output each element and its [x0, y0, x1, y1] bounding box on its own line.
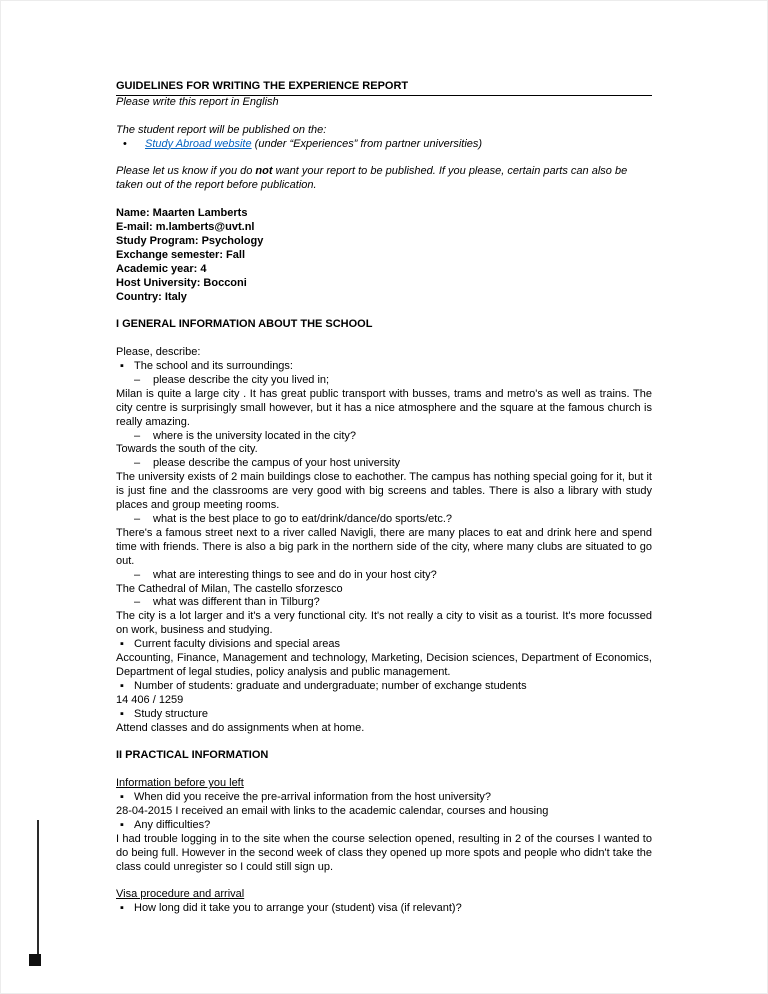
square-bullet-icon: ▪	[120, 818, 124, 831]
question-sights	[116, 569, 652, 583]
question-prearrival-info	[116, 791, 652, 805]
bullet-study-structure	[116, 708, 652, 722]
question-university-location	[116, 430, 652, 444]
question-city	[116, 374, 652, 388]
square-bullet-icon: ▪	[120, 902, 124, 915]
section1-heading: I GENERAL INFORMATION ABOUT THE SCHOOL	[116, 318, 373, 331]
document-title: GUIDELINES FOR WRITING THE EXPERIENCE REPORT	[116, 80, 652, 96]
answer-prearrival-info: 28-04-2015 I received an email with links to the academic calendar, courses and housing	[116, 805, 549, 818]
question-difficulties	[116, 819, 652, 833]
student-info-semester: Exchange semester: Fall	[116, 248, 246, 261]
answer-eat-drink: There's a famous street next to a river called Navigli, there are many places to eat and drink here and spend time with friends. There is also a big park in the northern side of the city, where many clubs are situated to go out.	[116, 526, 652, 567]
bullet-faculty-divisions	[116, 638, 652, 652]
square-bullet-icon: ▪	[120, 360, 124, 373]
answer-university-location: Towards the south of the city.	[116, 443, 258, 456]
question-city-text: please describe the city you lived in;	[153, 373, 330, 386]
square-bullet-icon: ▪	[120, 638, 124, 651]
answer-number-of-students: 14 406 / 1259	[116, 693, 184, 706]
publication-optout-note	[116, 165, 652, 193]
dash-icon: –	[134, 429, 141, 442]
optout-text-post: want your report to be published. If you please, certain parts can also be taken out of the report before publication.	[116, 165, 628, 192]
spacer	[116, 304, 652, 318]
answer-study-structure: Attend classes and do assignments when at home.	[116, 721, 365, 734]
website-bullet-text	[145, 138, 652, 152]
bullet-study-structure-label: Study structure	[134, 707, 208, 720]
subheading-visa-arrival: Visa procedure and arrival	[116, 888, 245, 901]
question-difficulties-text: Any difficulties?	[134, 818, 211, 831]
answer-faculty-divisions: Accounting, Finance, Management and technology, Marketing, Decision sciences, Department of Economics, Department of legal studies, policy analysis and public management.	[116, 652, 652, 678]
student-info-name: Name: Maarten Lamberts	[116, 207, 248, 220]
bullet-school-label: The school and its surroundings:	[134, 360, 293, 373]
optout-text-pre: Please let us know if you do	[116, 165, 256, 178]
dash-icon: –	[134, 568, 141, 581]
answer-sights: The Cathedral of Milan, The castello sforzesco	[116, 582, 343, 595]
subheading-before-you-left: Information before you left	[116, 777, 244, 790]
answer-difference-tilburg: The city is a lot larger and it's a very functional city. It's not really a city to visit as a tourist. It's more focussed on work, business and studying.	[116, 610, 652, 637]
optout-emphasis: not	[255, 165, 273, 178]
question-difference-tilburg-text: what was different than in Tilburg?	[153, 596, 320, 609]
student-info-university: Host University: Bocconi	[116, 276, 247, 289]
round-bullet-icon: •	[123, 137, 127, 150]
square-bullet-icon: ▪	[120, 791, 124, 804]
question-difference-tilburg	[116, 596, 652, 610]
study-abroad-link[interactable]: Study Abroad website	[145, 137, 252, 150]
dash-icon: –	[134, 596, 141, 609]
experience-report-document	[1, 1, 767, 916]
answer-difficulties: I had trouble logging in to the site when the course selection opened, resulting in 2 of the courses I wanted to do being full. However in the second week of class they opened up more spots and people who didn't take the class could unregister so I could still sign up.	[116, 832, 652, 873]
bullet-school-surroundings	[116, 360, 652, 374]
dash-icon: –	[134, 513, 141, 526]
dash-icon: –	[134, 457, 141, 470]
language-note: Please write this report in English	[116, 95, 279, 108]
answer-campus: The university exists of 2 main buildings close to eachother. The campus has nothing special going for it, but it is just fine and the classrooms are very good with big screens and tables. There is also a library with study places and group meeting rooms.	[116, 471, 652, 512]
question-prearrival-info-text: When did you receive the pre-arrival information from the host university?	[134, 791, 492, 804]
bullet-number-of-students-label: Number of students: graduate and undergraduate; number of exchange students	[134, 679, 527, 692]
dash-icon: –	[134, 373, 141, 386]
website-bullet-item	[116, 138, 652, 152]
scan-artifact-mark	[29, 954, 41, 966]
spacer	[116, 193, 652, 207]
question-university-location-text: where is the university located in the city?	[153, 429, 356, 442]
answer-city: Milan is quite a large city . It has great public transport with busses, trams and metro's as well as trains. The city centre is surprisingly small however, but it has a nice atmosphere and the square at the famous church is really amazing.	[116, 387, 652, 428]
square-bullet-icon: ▪	[120, 679, 124, 692]
student-info-email: E-mail: m.lamberts@uvt.nl	[116, 221, 255, 234]
student-info-country: Country: Italy	[116, 290, 187, 303]
spacer	[116, 332, 652, 346]
bullet-number-of-students	[116, 680, 652, 694]
question-sights-text: what are interesting things to see and do in your host city?	[153, 568, 437, 581]
bullet-faculty-divisions-label: Current faculty divisions and special areas	[134, 638, 341, 651]
spacer	[116, 875, 652, 889]
describe-prompt: Please, describe:	[116, 346, 201, 359]
student-info-program: Study Program: Psychology	[116, 234, 264, 247]
scan-artifact-line	[37, 820, 39, 958]
link-context-note: (under “Experiences” from partner universities)	[251, 137, 483, 150]
spacer	[116, 736, 652, 750]
question-visa-duration	[116, 902, 652, 916]
question-eat-drink	[116, 513, 652, 527]
section2-heading: II PRACTICAL INFORMATION	[116, 749, 269, 762]
question-campus-text: please describe the campus of your host university	[153, 457, 401, 470]
spacer	[116, 152, 652, 166]
publish-destination-lead: The student report will be published on the:	[116, 123, 327, 136]
question-campus	[116, 457, 652, 471]
question-eat-drink-text: what is the best place to go to eat/drink/dance/do sports/etc.?	[153, 513, 453, 526]
question-visa-duration-text: How long did it take you to arrange your (student) visa (if relevant)?	[134, 902, 462, 915]
square-bullet-icon: ▪	[120, 707, 124, 720]
student-info-year: Academic year: 4	[116, 262, 207, 275]
spacer	[116, 110, 652, 124]
spacer	[116, 763, 652, 777]
